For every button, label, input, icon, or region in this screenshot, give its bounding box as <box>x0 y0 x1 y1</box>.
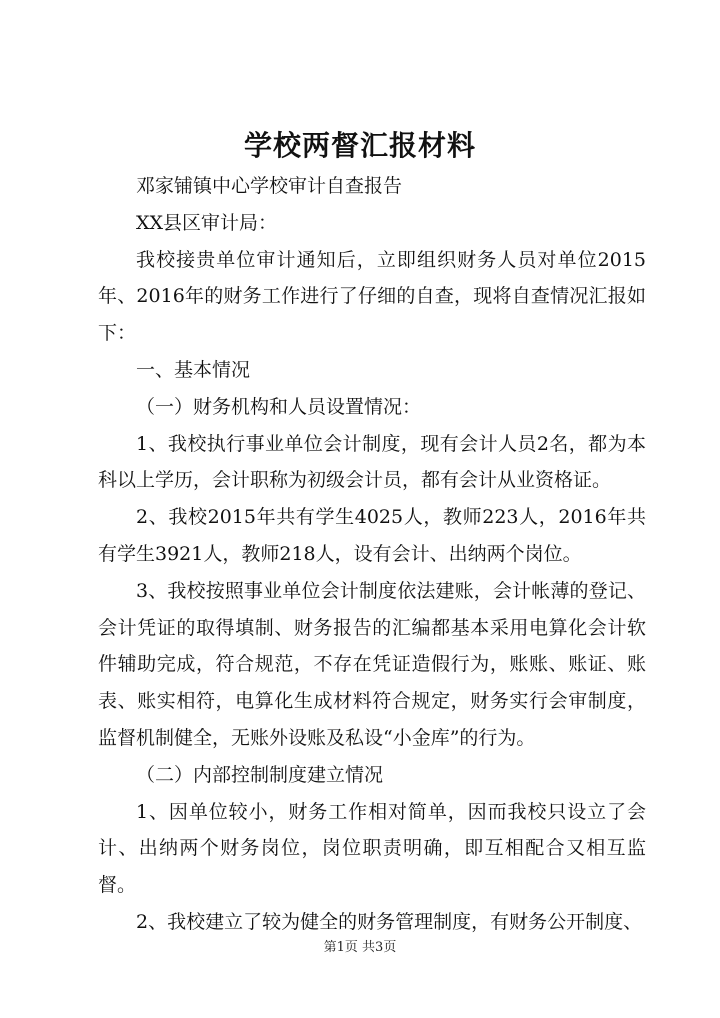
paragraph-control-1: 1、因单位较小，财务工作相对简单，因而我校只设立了会计、出纳两个财务岗位，岗位职责明确，即互相配合又相互监督。 <box>98 800 646 897</box>
intro-paragraph: 我校接贵单位审计通知后，立即组织财务人员对单位2015年、2016年的财务工作进行了仔细的自查，现将自查情况汇报如下： <box>98 248 646 345</box>
document-title: 学校两督汇报材料 <box>243 129 476 162</box>
report-subtitle: 邓家铺镇中心学校审计自查报告 <box>136 175 403 197</box>
paragraph-item-2: 2、我校2015年共有学生4025人，教师223人，2016年共有学生3921人，教师218人，设有会计、出纳两个岗位。 <box>98 506 646 565</box>
section-heading-basic: 一、基本情况 <box>136 358 251 381</box>
paragraph-item-1: 1、我校执行事业单位会计制度，现有会计人员2名，都为本科以上学历，会计职称为初级会计员，都有会计从业资格证。 <box>98 432 646 492</box>
subsection-heading-internal-control: （二）内部控制制度建立情况 <box>136 763 384 786</box>
addressee: XX县区审计局： <box>136 211 278 234</box>
page-footer: 第1页 共3页 <box>323 940 397 955</box>
document-body <box>98 168 646 941</box>
subsection-heading-finance-org: （一）财务机构和人员设置情况： <box>136 395 422 418</box>
paragraph-item-3: 3、我校按照事业单位会计制度依法建账，会计帐薄的登记、会计凭证的取得填制、财务报告的汇编都基本采用电算化会计软件辅助完成，符合规范，不存在凭证造假行为，账账、账证、账表、账实相符，电算化生成材料符合规定，财务实行会审制度，监督机制健全，无账外设账及私设“小金库”的行为。 <box>98 579 646 749</box>
paragraph-control-2: 2、我校建立了较为健全的财务管理制度，有财务公开制度、 <box>136 910 643 933</box>
